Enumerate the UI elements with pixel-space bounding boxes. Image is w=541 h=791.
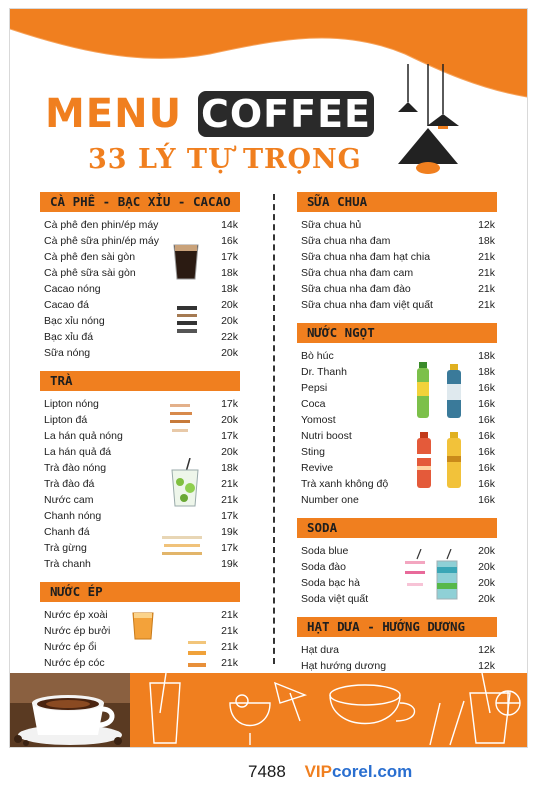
menu-item: Sữa chua nha đam cam 21k (301, 267, 495, 279)
menu-item: Nước ép cóc 21k (44, 657, 238, 669)
menu-item: Cà phê sữa phin/ép máy 16k (44, 235, 238, 247)
item-list (40, 217, 240, 361)
section-title: CÀ PHÊ - BẠC XỈU - CACAO (40, 192, 240, 212)
section-title: SODA (297, 518, 497, 538)
menu-item: La hán quả đá 20k (44, 446, 238, 458)
title-coffee-word: COFFEE (198, 91, 374, 137)
menu-item: Trà đào nóng 18k (44, 462, 238, 474)
section-seeds (297, 617, 497, 674)
menu-item: La hán quả nóng 17k (44, 430, 238, 442)
item-list (297, 543, 497, 607)
menu-item: Sữa chua nha đam hạt chia 21k (301, 251, 495, 263)
menu-item: Soda bạc hà 20k (301, 577, 495, 589)
menu-poster (9, 8, 528, 748)
item-list (40, 396, 240, 572)
menu-item: Pepsi 16k (301, 382, 495, 394)
section-soft-drinks (297, 323, 497, 508)
site-brand-domain: corel.com (331, 762, 413, 781)
menu-item: Trà gừng 17k (44, 542, 238, 554)
menu-item: Chanh đá 19k (44, 526, 238, 538)
menu-item: Cacao đá 20k (44, 299, 238, 311)
menu-item: Nutri boost 16k (301, 430, 495, 442)
menu-item: Nước ép bưởi 21k (44, 625, 238, 637)
menu-item: Bò húc 18k (301, 350, 495, 362)
mojito-glass-icon (168, 458, 204, 508)
site-brand-vip: VIP (304, 762, 332, 781)
menu-item: Revive 16k (301, 462, 495, 474)
bottom-decoration-band (10, 673, 527, 747)
menu-item: Number one 16k (301, 494, 495, 506)
menu-item: Lipton đá 20k (44, 414, 238, 426)
drink-bottles-icon (409, 432, 473, 490)
section-tea (40, 371, 240, 572)
item-list (297, 217, 497, 313)
menu-item: Nước ép xoài 21k (44, 609, 238, 621)
menu-item: Dr. Thanh 18k (301, 366, 495, 378)
juice-glass-icon (130, 611, 156, 641)
hanging-lamps-icon (380, 64, 500, 179)
menu-item: Soda blue 20k (301, 545, 495, 557)
menu-item: Cà phê đen phin/ép máy 14k (44, 219, 238, 231)
coffee-cup-photo-icon (10, 673, 130, 747)
menu-item: Bạc xỉu nóng 20k (44, 315, 238, 327)
menu-item: Trà đào đá 21k (44, 478, 238, 490)
title-menu-word: MENU (45, 91, 183, 137)
left-column (40, 192, 240, 697)
menu-item: Sting 16k (301, 446, 495, 458)
section-title: TRÀ (40, 371, 240, 391)
menu-item: Chanh nóng 17k (44, 510, 238, 522)
menu-item: Sữa nóng 20k (44, 347, 238, 359)
menu-item: Trà chanh 19k (44, 558, 238, 570)
shop-address: 33 LÝ TỰ TRỌNG (88, 144, 362, 175)
menu-item: Bạc xỉu đá 22k (44, 331, 238, 343)
menu-item: Hạt hướng dương 12k (301, 660, 495, 672)
menu-item: Sữa chua nha đam việt quất 21k (301, 299, 495, 311)
lemon-tea-glass-icon (160, 532, 204, 558)
menu-item: Nước ép ổi 21k (44, 641, 238, 653)
section-soda (297, 518, 497, 607)
watermark-footer (248, 762, 412, 782)
menu-item: Cacao nóng 18k (44, 283, 238, 295)
section-coffee (40, 192, 240, 361)
drinks-sketch-decoration (130, 673, 527, 747)
item-list (297, 642, 497, 674)
column-divider (273, 194, 275, 664)
drink-bottles-icon (409, 362, 473, 420)
menu-item: Sữa chua nha đam đào 21k (301, 283, 495, 295)
menu-item: Soda việt quất 20k (301, 593, 495, 605)
menu-item: Cà phê đen sài gòn 17k (44, 251, 238, 263)
section-title: NƯỚC ÉP (40, 582, 240, 602)
section-title: HẠT DƯA - HƯỚNG DƯƠNG (297, 617, 497, 637)
section-title: SỮA CHUA (297, 192, 497, 212)
menu-item: Sữa chua hủ 12k (301, 219, 495, 231)
menu-item: Hạt dưa 12k (301, 644, 495, 656)
menu-item: Soda đào 20k (301, 561, 495, 573)
juice-glass-icon (186, 639, 208, 673)
menu-item: Coca 16k (301, 398, 495, 410)
menu-item: Lipton nóng 17k (44, 398, 238, 410)
menu-item: Cà phê sữa sài gòn 18k (44, 267, 238, 279)
section-yogurt (297, 192, 497, 313)
item-list (297, 348, 497, 508)
right-column (297, 192, 497, 684)
menu-item: Trà xanh không độ 16k (301, 478, 495, 490)
menu-item: Nước cam 21k (44, 494, 238, 506)
section-juice (40, 582, 240, 687)
design-number: 7488 (248, 762, 286, 781)
milk-coffee-glass-icon (175, 304, 199, 338)
tea-glass-icon (168, 402, 194, 436)
menu-item: Sữa chua nha đam 18k (301, 235, 495, 247)
soda-glasses-icon (399, 549, 469, 601)
section-title: NƯỚC NGỌT (297, 323, 497, 343)
menu-item: Yomost 16k (301, 414, 495, 426)
iced-coffee-glass-icon (172, 241, 200, 281)
